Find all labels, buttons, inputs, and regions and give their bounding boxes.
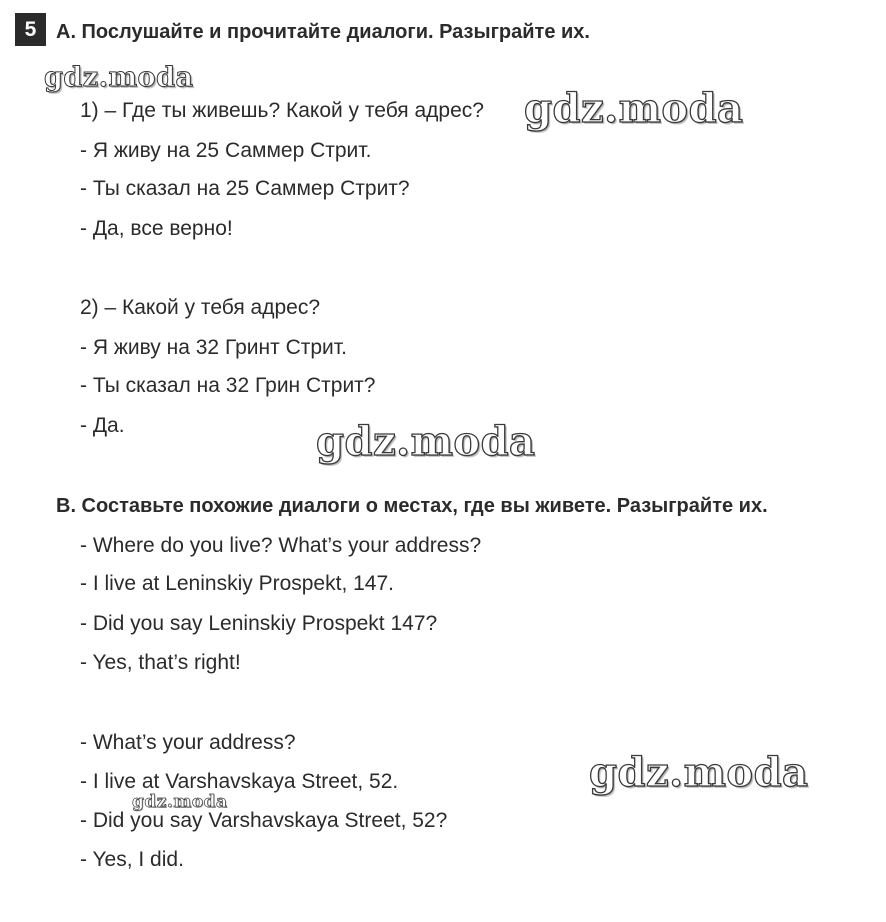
dialogue-a2-line-1: 2) – Какой у тебя адрес? (80, 296, 321, 319)
watermark-logo: gdz.moda (524, 85, 744, 132)
task-number-badge: 5 (15, 13, 46, 46)
dialogue-b1-line-3: - Did you say Leninskiy Prospekt 147? (80, 612, 438, 635)
watermark-logo: gdz.moda (316, 418, 536, 465)
watermark-logo: gdz.moda (589, 749, 809, 796)
dialogue-b2-line-1: - What’s your address? (80, 731, 296, 754)
dialogue-a1-line-4: - Да, все верно! (80, 217, 233, 240)
dialogue-b1-line-4: - Yes, that’s right! (80, 651, 241, 674)
dialogue-a1-line-1: 1) – Где ты живешь? Какой у тебя адрес? (80, 99, 484, 122)
dialogue-b2-line-4: - Yes, I did. (80, 848, 184, 871)
dialogue-b1-line-2: - I live at Leninskiy Prospekt, 147. (80, 572, 394, 595)
dialogue-a2-line-2: - Я живу на 32 Гринт Стрит. (80, 336, 347, 359)
dialogue-a1-line-3: - Ты сказал на 25 Саммер Стрит? (80, 177, 410, 200)
part-b-heading: B. Составьте похожие диалоги о местах, где вы живете. Разыграйте их. (56, 495, 768, 517)
part-a-heading: A. Послушайте и прочитайте диалоги. Разыграйте их. (56, 21, 590, 43)
watermark-logo: gdz.moda (132, 792, 228, 812)
dialogue-a2-line-4: - Да. (80, 414, 125, 437)
dialogue-a1-line-2: - Я живу на 25 Саммер Стрит. (80, 139, 372, 162)
dialogue-b2-line-3: - Did you say Varshavskaya Street, 52? (80, 809, 448, 832)
dialogue-b1-line-1: - Where do you live? What’s your address? (80, 534, 482, 557)
dialogue-b2-line-2: - I live at Varshavskaya Street, 52. (80, 770, 399, 793)
dialogue-a2-line-3: - Ты сказал на 32 Грин Стрит? (80, 374, 376, 397)
watermark-logo: gdz.moda (44, 62, 194, 93)
